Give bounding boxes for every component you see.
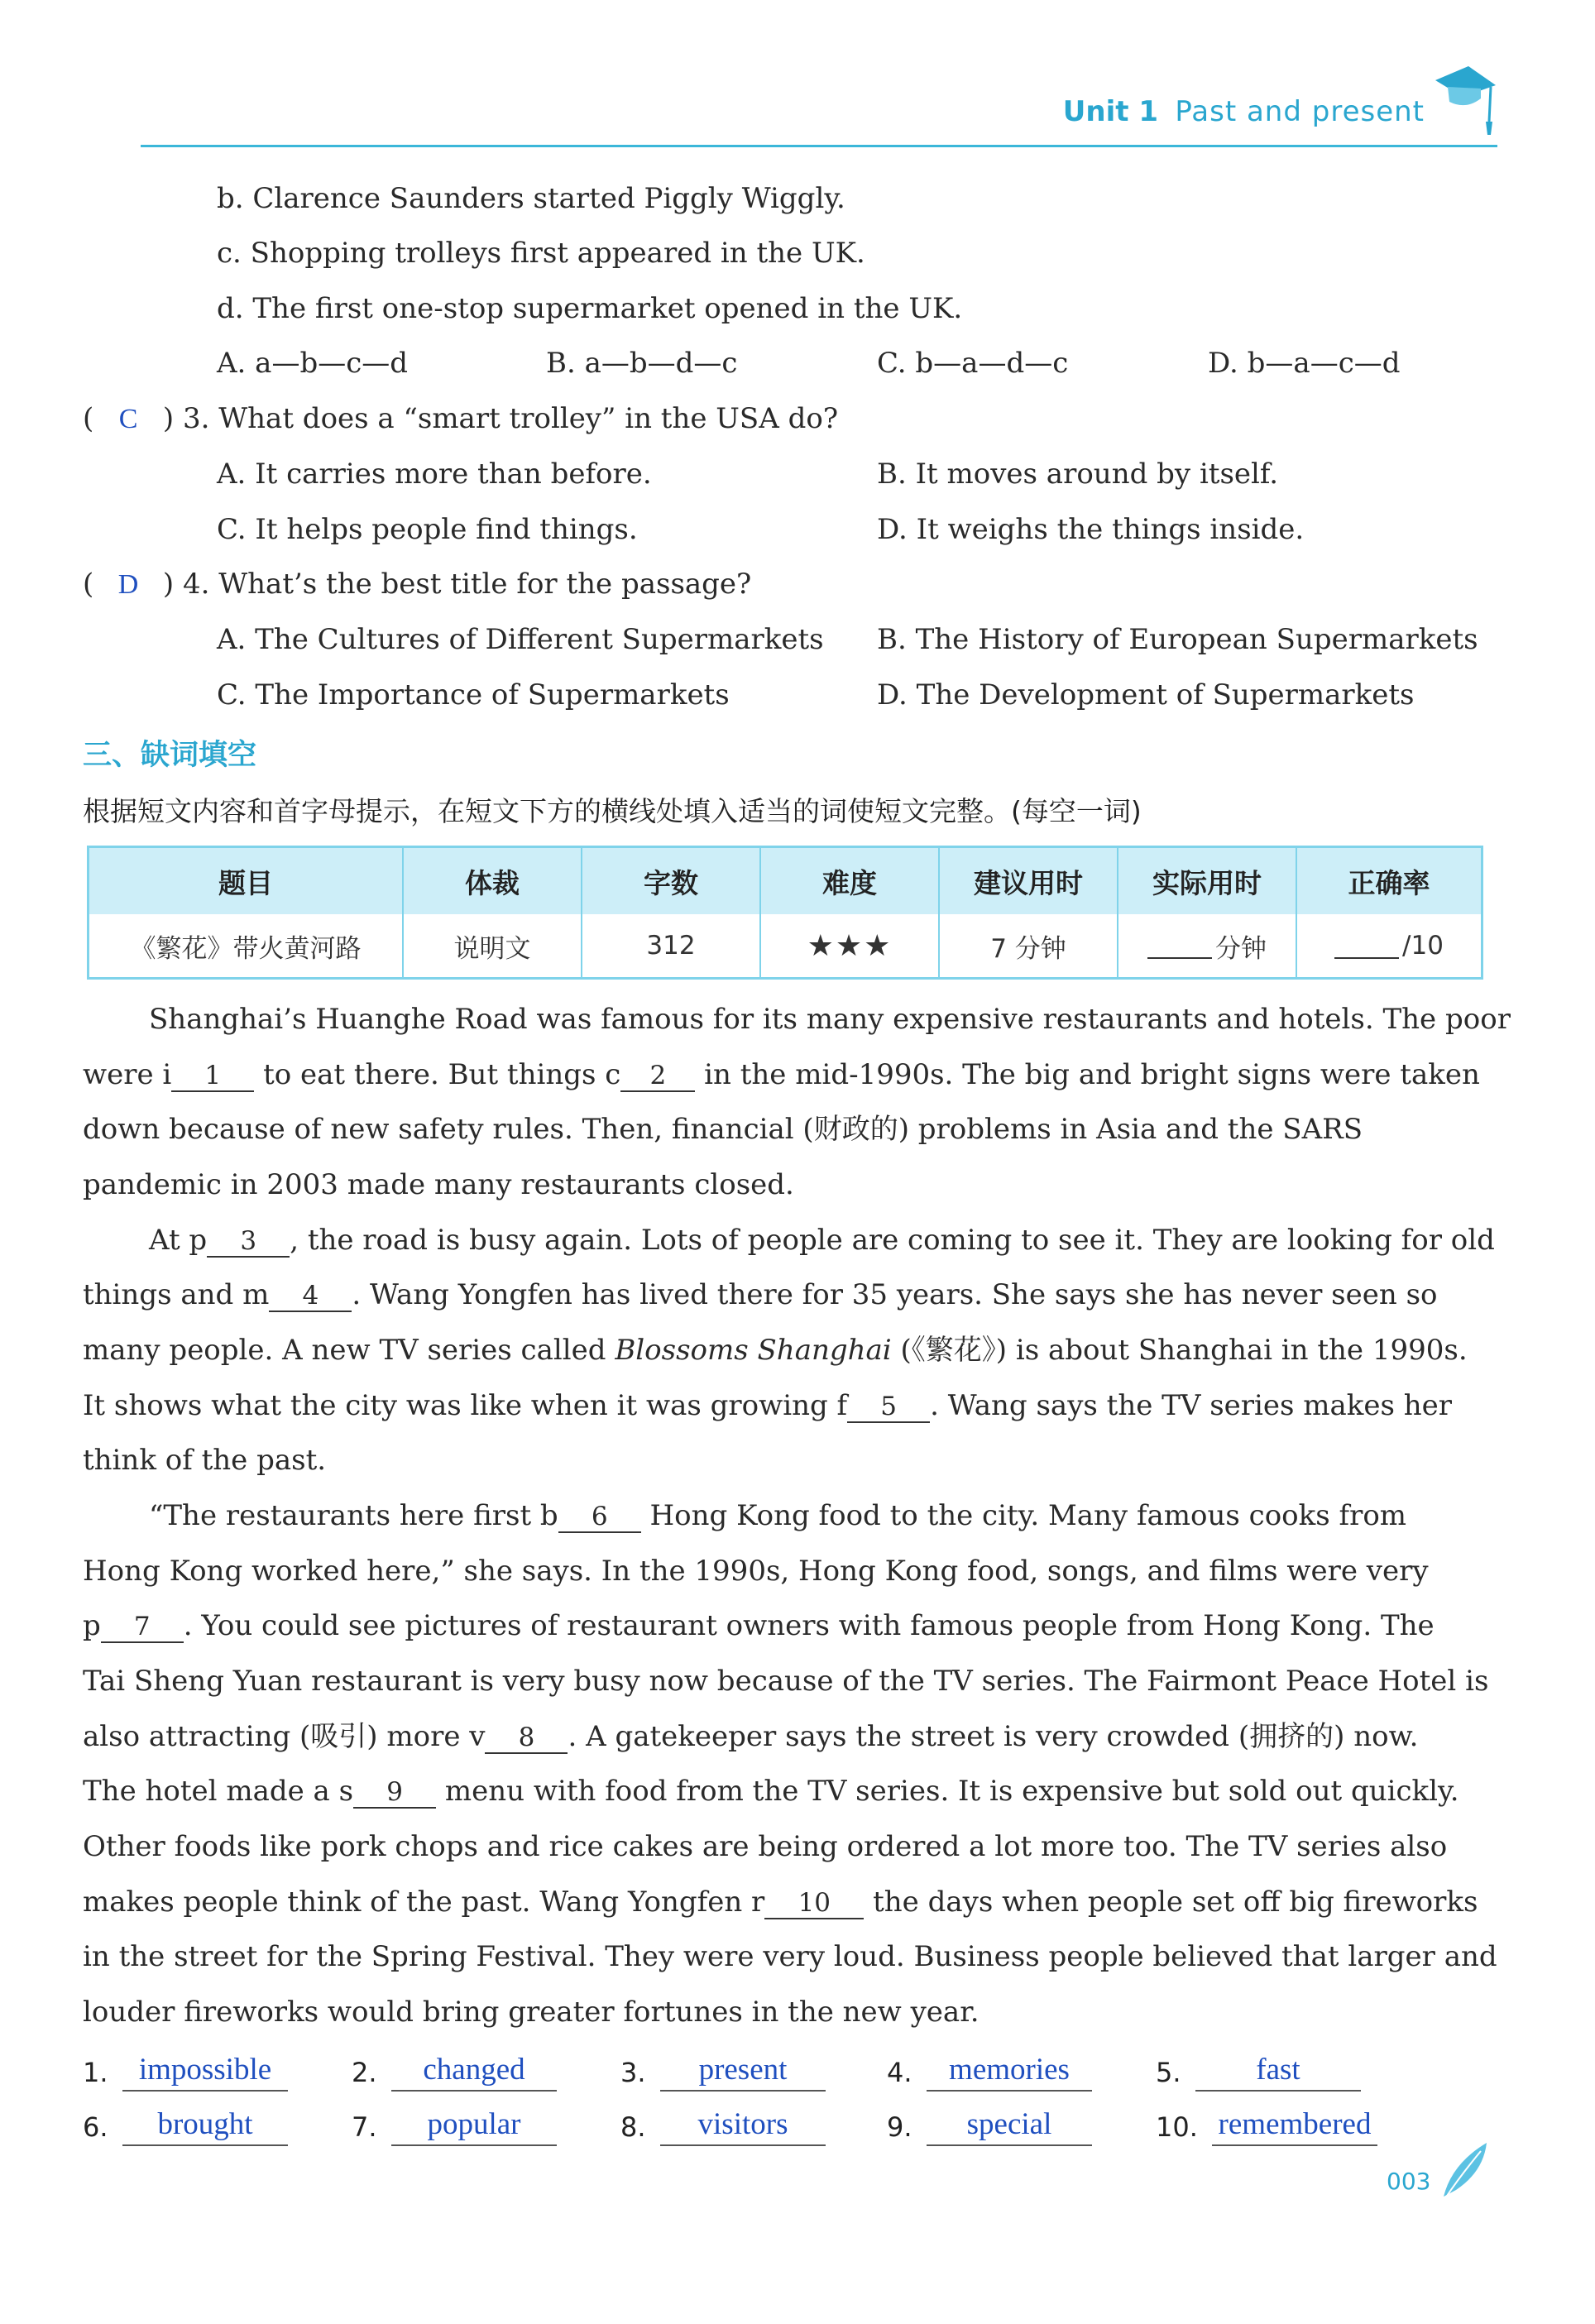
unit-label: Unit 1 bbox=[1062, 95, 1158, 128]
answer-word[interactable]: memories bbox=[927, 2052, 1092, 2092]
th-word-count: 字数 bbox=[582, 848, 761, 914]
passage-line: makes people think of the past. Wang Yongfen r 10 the days when people set off big fireworks bbox=[83, 1886, 1478, 1919]
q2-option-d: D. b—a—c—d bbox=[1208, 347, 1401, 380]
answer-item: 7. popular bbox=[352, 2106, 567, 2148]
blank-5: 5 bbox=[847, 1392, 930, 1423]
q3-row bbox=[83, 400, 838, 438]
passage-line: Tai Sheng Yuan restaurant is very busy now because of the TV series. The Fairmont Peace Hotel is bbox=[83, 1665, 1489, 1698]
answer-word[interactable]: impossible bbox=[122, 2052, 288, 2092]
q2-option-b: B. a—b—d—c bbox=[546, 347, 738, 380]
passage-line: Shanghai’s Huanghe Road was famous for its many expensive restaurants and hotels. The poor bbox=[149, 1003, 1511, 1036]
q4-question: 4. What’s the best title for the passage? bbox=[182, 568, 752, 601]
blank-9: 9 bbox=[353, 1777, 436, 1809]
graduation-cap-icon bbox=[1431, 62, 1497, 141]
th-difficulty: 难度 bbox=[761, 848, 940, 914]
unit-title: Past and present bbox=[1175, 95, 1425, 128]
passage-line: p 7 . You could see pictures of restaurant owners with famous people from Hong Kong. The bbox=[83, 1609, 1435, 1642]
passage-line: in the street for the Spring Festival. They were very loud. Business people believed that larger and bbox=[83, 1940, 1497, 1973]
answer-word[interactable]: changed bbox=[391, 2052, 557, 2092]
answer-word[interactable]: special bbox=[927, 2106, 1092, 2146]
passage-line: were i 1 to eat there. But things c 2 in the mid-1990s. The big and bright signs were taken bbox=[83, 1058, 1480, 1091]
section-title: 三、缺词填空 bbox=[83, 739, 257, 772]
answer-item: 2. changed bbox=[352, 2052, 567, 2093]
actual-time-blank[interactable] bbox=[1147, 932, 1212, 959]
tv-series-title: Blossoms Shanghai bbox=[615, 1334, 892, 1367]
passage-line: many people. A new TV series called Blossoms Shanghai (《繁花》) is about Shanghai in the 1990s. bbox=[83, 1334, 1468, 1367]
actual-time-unit: 分钟 bbox=[1215, 933, 1267, 964]
info-table-header bbox=[89, 848, 1481, 914]
passage-line: The hotel made a s 9 menu with food from the TV series. It is expensive but sold out quickly. bbox=[83, 1775, 1459, 1808]
td-accuracy[interactable] bbox=[1297, 914, 1481, 977]
info-table-row bbox=[89, 914, 1481, 977]
q3-option-a: A. It carries more than before. bbox=[217, 458, 652, 491]
passage-line: think of the past. bbox=[83, 1444, 327, 1477]
answer-word[interactable]: fast bbox=[1195, 2052, 1361, 2092]
answer-word[interactable]: brought bbox=[122, 2106, 288, 2146]
th-accuracy: 正确率 bbox=[1348, 866, 1430, 899]
td-genre: 说明文 bbox=[404, 914, 582, 977]
blank-2: 2 bbox=[620, 1061, 695, 1092]
answer-item: 5. fast bbox=[1156, 2052, 1371, 2093]
passage-line: pandemic in 2003 made many restaurants closed. bbox=[83, 1168, 794, 1201]
q3-option-d: D. It weighs the things inside. bbox=[877, 513, 1305, 546]
q3-answer: C bbox=[118, 404, 138, 434]
blank-6: 6 bbox=[558, 1502, 641, 1533]
q4-row bbox=[83, 566, 751, 603]
accuracy-blank[interactable] bbox=[1334, 932, 1399, 959]
answer-word[interactable]: popular bbox=[391, 2106, 557, 2146]
passage-line: Hong Kong worked here,” she says. In the 1990s, Hong Kong food, songs, and films were very bbox=[83, 1555, 1429, 1588]
answer-word[interactable]: visitors bbox=[660, 2106, 826, 2146]
q4-option-d: D. The Development of Supermarkets bbox=[877, 678, 1415, 712]
section-instruction: 根据短文内容和首字母提示，在短文下方的横线处填入适当的词使短文完整。(每空一词) bbox=[83, 795, 1142, 827]
passage-line: “The restaurants here first b 6 Hong Kong food to the city. Many famous cooks from bbox=[149, 1499, 1407, 1532]
q3-paren-open: ( bbox=[83, 402, 94, 435]
answer-word[interactable]: present bbox=[660, 2052, 826, 2092]
answer-item: 1. impossible bbox=[83, 2052, 298, 2093]
td-difficulty: ★★★ bbox=[761, 914, 940, 977]
page-number: 003 bbox=[1387, 2168, 1431, 2195]
q3-question: 3. What does a “smart trolley” in the USA do? bbox=[182, 402, 839, 435]
q4-paren-close: ) bbox=[162, 568, 175, 601]
blank-10: 10 bbox=[764, 1888, 864, 1919]
passage-line: things and m 4 . Wang Yongfen has lived there for 35 years. She says she has never seen so bbox=[83, 1278, 1438, 1311]
answer-item: 6. brought bbox=[83, 2106, 298, 2148]
passage-line: Other foods like pork chops and rice cakes are being ordered a lot more too. The TV series also bbox=[83, 1830, 1448, 1863]
q4-answer: D bbox=[117, 569, 139, 600]
q3-option-b: B. It moves around by itself. bbox=[877, 458, 1279, 491]
q2-item-d: d. The first one-stop supermarket opened in the UK. bbox=[217, 292, 963, 325]
th-genre: 体裁 bbox=[404, 848, 582, 914]
td-suggested-time: 7 分钟 bbox=[940, 914, 1118, 977]
feather-icon bbox=[1435, 2139, 1493, 2205]
passage-line: At p 3 , the road is busy again. Lots of people are coming to see it. They are looking for old bbox=[149, 1224, 1495, 1257]
q3-paren-close: ) bbox=[162, 402, 175, 435]
td-title: 《繁花》带火黄河路 bbox=[89, 914, 404, 977]
answer-item: 10. remembered bbox=[1156, 2106, 1396, 2148]
q4-option-c: C. The Importance of Supermarkets bbox=[217, 678, 730, 712]
passage-line: It shows what the city was like when it was growing f 5 . Wang says the TV series makes her bbox=[83, 1389, 1453, 1422]
answer-word[interactable]: remembered bbox=[1212, 2106, 1377, 2146]
info-table bbox=[87, 846, 1483, 980]
th-suggested-time: 建议用时 bbox=[940, 848, 1118, 914]
q4-option-a: A. The Cultures of Different Supermarkets bbox=[217, 623, 824, 656]
passage-line: louder fireworks would bring greater fortunes in the new year. bbox=[83, 1996, 980, 2029]
q3-option-c: C. It helps people find things. bbox=[217, 513, 638, 546]
answer-item: 4. memories bbox=[887, 2052, 1102, 2093]
blank-7: 7 bbox=[101, 1612, 184, 1643]
q2-item-c: c. Shopping trolleys first appeared in the UK. bbox=[217, 237, 865, 270]
blank-8: 8 bbox=[485, 1723, 568, 1754]
td-actual-time[interactable] bbox=[1118, 914, 1297, 977]
q4-option-b: B. The History of European Supermarkets bbox=[877, 623, 1478, 656]
th-title: 题目 bbox=[89, 848, 404, 914]
page-header bbox=[141, 79, 1497, 153]
header-rule bbox=[141, 145, 1497, 147]
answer-item: 8. visitors bbox=[620, 2106, 836, 2148]
blank-4: 4 bbox=[269, 1281, 352, 1312]
passage-line: down because of new safety rules. Then, financial (财政的) problems in Asia and the SARS bbox=[83, 1113, 1363, 1146]
q2-option-a: A. a—b—c—d bbox=[217, 347, 409, 380]
blank-1: 1 bbox=[171, 1061, 254, 1092]
blank-3: 3 bbox=[207, 1226, 290, 1258]
accuracy-total: /10 bbox=[1402, 931, 1444, 961]
answer-item: 3. present bbox=[620, 2052, 836, 2093]
q4-paren-open: ( bbox=[83, 568, 94, 601]
answer-item: 9. special bbox=[887, 2106, 1102, 2148]
q2-option-c: C. b—a—d—c bbox=[877, 347, 1069, 380]
th-actual-time: 实际用时 bbox=[1118, 848, 1297, 914]
td-word-count: 312 bbox=[582, 914, 761, 977]
passage-line: also attracting (吸引) more v 8 . A gatekeeper says the street is very crowded (拥挤的) now. bbox=[83, 1720, 1419, 1753]
q2-item-b: b. Clarence Saunders started Piggly Wiggly. bbox=[217, 182, 845, 215]
